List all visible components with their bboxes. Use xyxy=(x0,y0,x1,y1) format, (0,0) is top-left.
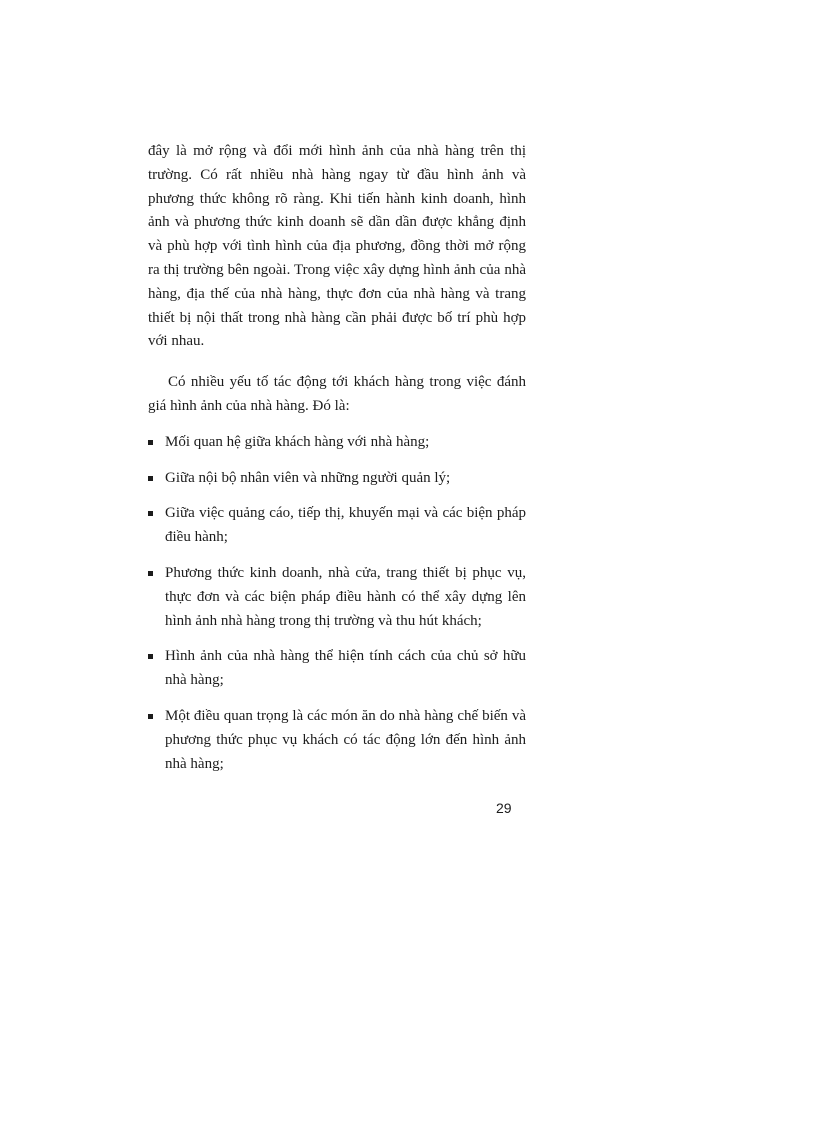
paragraph-intro-factors: Có nhiều yếu tố tác động tới khách hàng trong việc đánh giá hình ảnh của nhà hàng. Đó là: xyxy=(148,374,526,414)
square-bullet-icon xyxy=(148,714,153,719)
page-number: 29 xyxy=(496,800,512,816)
list-item-text: Hình ảnh của nhà hàng thể hiện tính cách của chủ sở hữu nhà hàng; xyxy=(165,648,526,689)
square-bullet-icon xyxy=(148,571,153,576)
list-item-text: Giữa việc quảng cáo, tiếp thị, khuyến mại và các biện pháp điều hành; xyxy=(165,505,526,546)
square-bullet-icon xyxy=(148,440,153,445)
body-text xyxy=(148,140,526,788)
square-bullet-icon xyxy=(148,476,153,481)
list-item xyxy=(148,502,526,550)
square-bullet-icon xyxy=(148,654,153,659)
factor-list xyxy=(148,431,526,777)
list-item-text: Giữa nội bộ nhân viên và những người quản lý; xyxy=(165,469,451,486)
square-bullet-icon xyxy=(148,511,153,516)
list-item-text: Một điều quan trọng là các món ăn do nhà hàng chế biến và phương thức phục vụ khách có tác động lớn đến hình ảnh nhà hàng; xyxy=(165,707,526,772)
list-item xyxy=(148,645,526,693)
list-item xyxy=(148,467,526,491)
list-item xyxy=(148,562,526,633)
list-item-text: Mối quan hệ giữa khách hàng với nhà hàng; xyxy=(165,433,430,450)
list-item xyxy=(148,705,526,776)
list-item xyxy=(148,431,526,455)
paragraph-continuation: đây là mở rộng và đổi mới hình ảnh của nhà hàng trên thị trường. Có rất nhiều nhà hàng ngay từ đầu hình ảnh và phương thức không rõ ràng. Khi tiến hành kinh doanh, hình ảnh và phương thức kinh doanh sẽ dần dần được khẳng định và phù hợp với tình hình của địa phương, đồng thời mở rộng ra thị trường bên ngoài. Trong việc xây dựng hình ảnh của nhà hàng, địa thế của nhà hàng, thực đơn của nhà hàng và trang thiết bị nội thất trong nhà hàng cần phải được bố trí phù hợp với nhau. xyxy=(148,143,526,350)
list-item-text: Phương thức kinh doanh, nhà cửa, trang thiết bị phục vụ, thực đơn và các biện pháp điều hành có thể xây dựng lên hình ảnh nhà hàng trong thị trường và thu hút khách; xyxy=(165,564,526,629)
